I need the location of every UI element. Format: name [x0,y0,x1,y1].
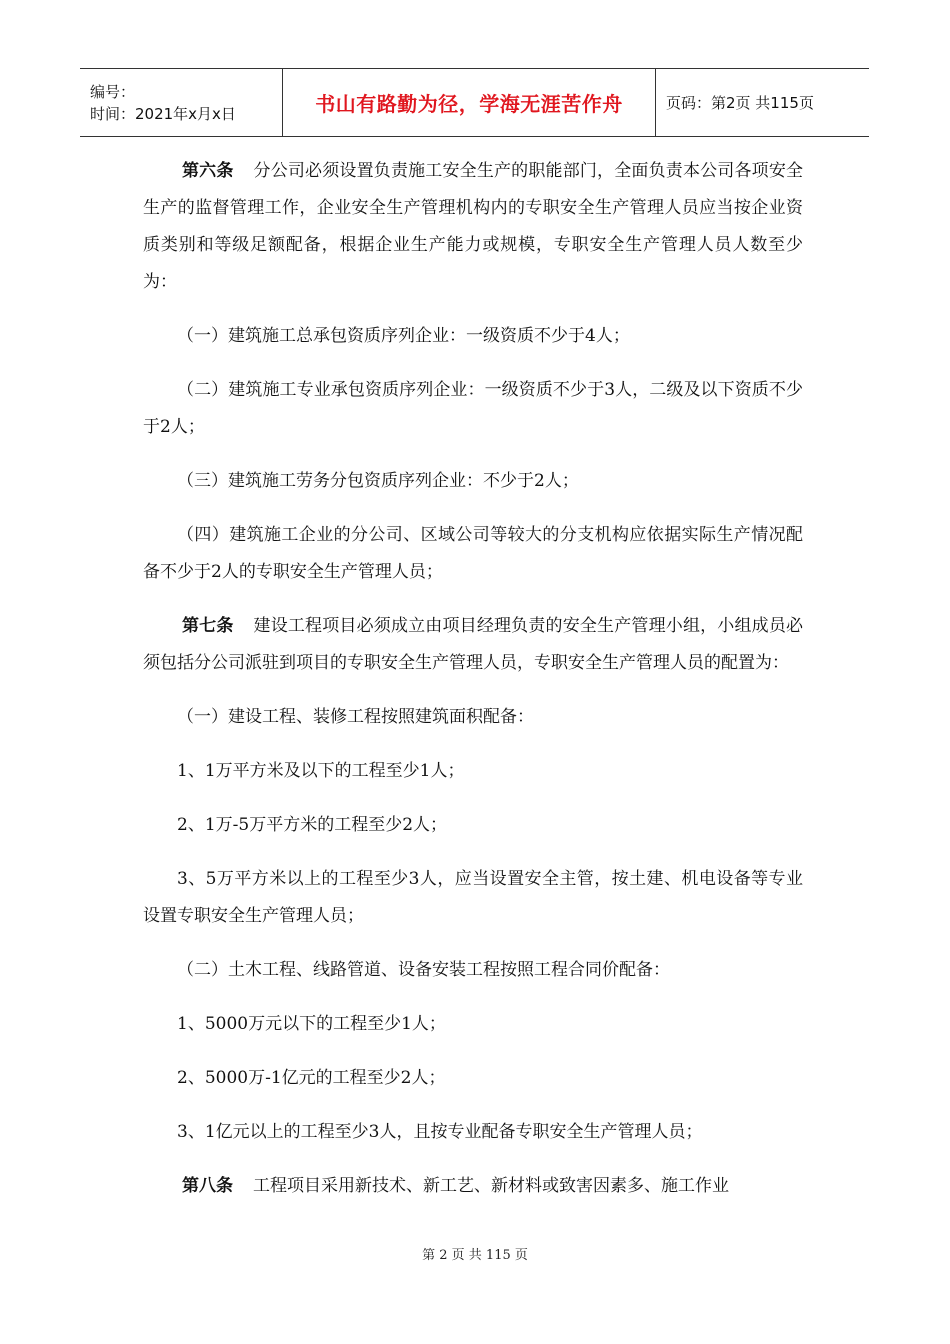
article-7-item: 2、1万-5万平方米的工程至少2人； [177,815,448,835]
time-label: 时间：2021年x月x日 [90,104,236,123]
page-header [80,68,869,137]
article-7-item: 3、1亿元以上的工程至少3人，且按专业配备专职安全生产管理人员； [177,1122,703,1142]
article-6-item: （二）建筑施工专业承包资质序列企业：一级资质不少于3人，二级及以下资质不少于2人； [143,380,803,437]
article-7-heading: 第七条 [182,616,234,636]
article-7-item: 3、5万平方米以上的工程至少3人，应当设置安全主管，按土建、机电设备等专业设置专职安全生产管理人员； [143,869,803,926]
article-6-item: （四）建筑施工企业的分公司、区域公司等较大的分支机构应依据实际生产情况配备不少于2人的专职安全生产管理人员； [143,525,803,582]
number-label: 编号： [90,82,136,101]
article-7-paragraph [143,608,803,682]
article-7-body: 建设工程项目必须成立由项目经理负责的安全生产管理小组，小组成员必须包括分公司派驻到项目的专职安全生产管理人员，专职安全生产管理人员的配置为： [143,616,804,673]
page-footer: 第 2 页 共 115 页 [422,1248,528,1263]
article-6-heading: 第六条 [182,161,234,181]
header-middle [282,69,656,136]
header-right [656,69,869,136]
article-6-body: 分公司必须设置负责施工安全生产的职能部门，全面负责本公司各项安全生产的监督管理工作，企业安全生产管理机构内的专职安全生产管理人员应当按企业资质类别和等级足额配备，根据企业生产能力或规模，专职安全生产管理人员人数至少为： [143,161,804,292]
article-6-item: （一）建筑施工总承包资质序列企业：一级资质不少于4人； [177,326,630,346]
article-7-item: 2、5000万-1亿元的工程至少2人； [177,1068,446,1088]
header-left [80,69,282,136]
article-7-item: 1、5000万元以下的工程至少1人； [177,1014,446,1034]
document-body [143,153,803,1205]
article-7-item: （二）土木工程、线路管道、设备安装工程按照工程合同价配备： [177,960,670,980]
article-8-paragraph [143,1168,803,1205]
article-8-body: 工程项目采用新技术、新工艺、新材料或致害因素多、施工作业 [253,1176,729,1196]
article-6-paragraph [143,153,803,301]
article-8-heading: 第八条 [182,1176,233,1196]
article-6-item: （三）建筑施工劳务分包资质序列企业：不少于2人； [177,471,579,491]
article-7-item: 1、1万平方米及以下的工程至少1人； [177,761,465,781]
page-info: 页码：第2页 共115页 [666,94,814,112]
article-7-item: （一）建设工程、装修工程按照建筑面积配备： [177,707,534,727]
motto-text: 书山有路勤为径，学海无涯苦作舟 [315,92,623,116]
